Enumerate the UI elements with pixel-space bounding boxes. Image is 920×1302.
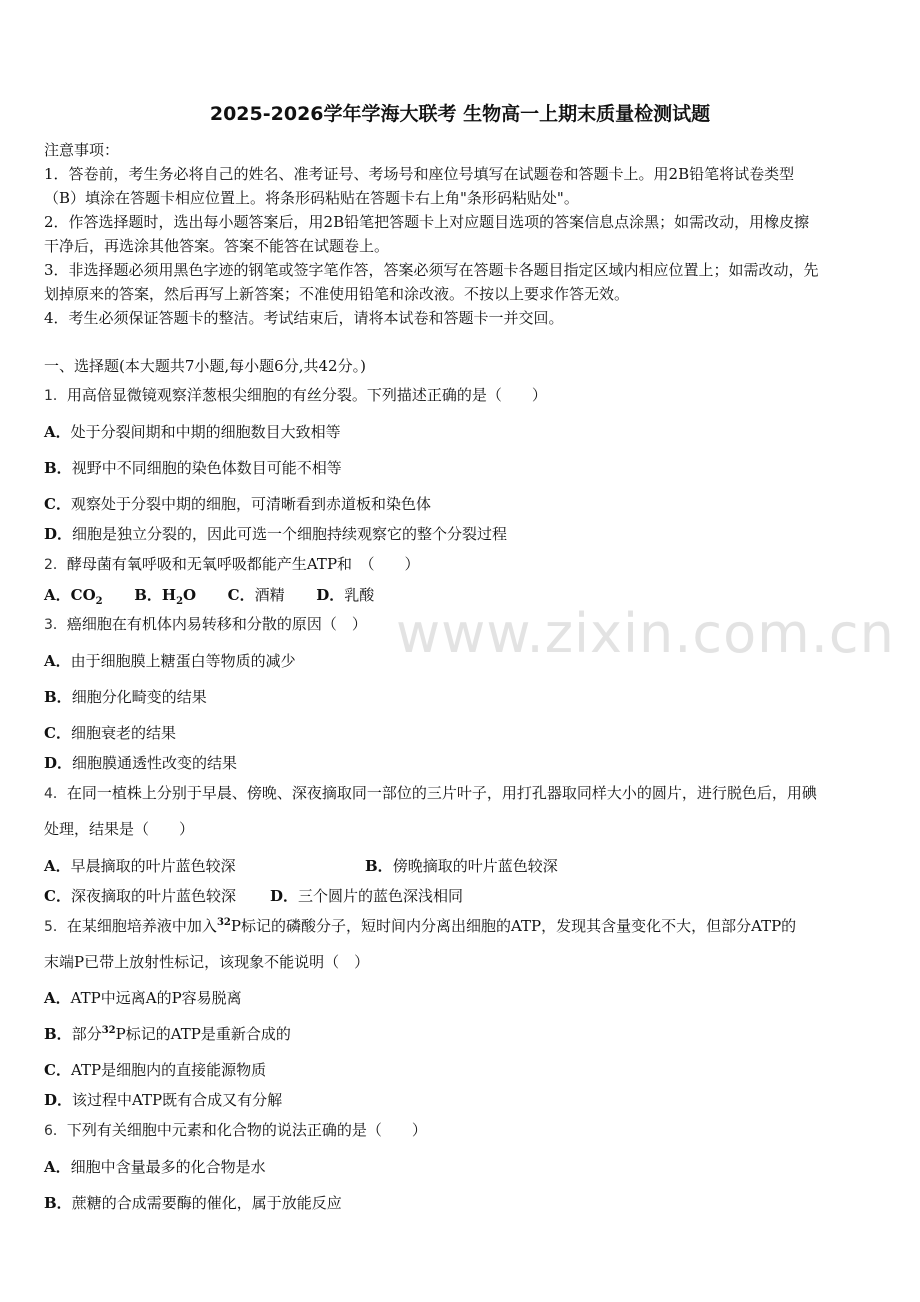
question-3 [44, 614, 367, 635]
option-c [44, 886, 236, 906]
notice-line: 4．考生必须保证答题卡的整洁。考试结束后，请将本试卷和答题卡一并交回。 [44, 309, 564, 327]
options-row [44, 585, 374, 605]
option-text: 该过程中ATP既有合成又有分解 [72, 1091, 283, 1109]
notice-heading: 注意事项： [44, 141, 120, 159]
question-number: 6． [44, 1123, 67, 1139]
notice-line: 2．作答选择题时，选出每小题答案后，用2B铅笔把答题卡上对应题目选项的答案信息点涂黑；如需改动，用橡皮擦 [44, 213, 810, 231]
option-c [44, 494, 431, 514]
option-text: 细胞是独立分裂的，因此可选一个细胞持续观察它的整个分裂过程 [72, 525, 508, 543]
option-text: 酒精 [254, 586, 285, 604]
option-b [44, 1193, 342, 1213]
question-stem: 癌细胞在有机体内易转移和分散的原因（ ） [66, 615, 367, 633]
option-letter: A． [44, 989, 71, 1007]
question-number: 4． [44, 786, 67, 802]
option-letter: B． [44, 1194, 72, 1212]
option-text: P标记的ATP是重新合成的 [115, 1025, 291, 1043]
option-letter: B． [44, 688, 72, 706]
option-letter: A． [44, 1158, 71, 1176]
option-d [44, 524, 507, 544]
option-text: 三个圆片的蓝色深浅相同 [298, 887, 464, 905]
option-subscript: 2 [176, 596, 184, 607]
option-letter: D． [270, 887, 299, 905]
option-subscript: 2 [95, 596, 103, 607]
option-letter: B． [134, 586, 162, 604]
page-title: 2025-2026学年学海大联考 生物高一上期末质量检测试题 [209, 103, 711, 125]
question-stem: 下列有关细胞中元素和化合物的说法正确的是（ ） [66, 1121, 427, 1139]
question-1 [44, 385, 547, 406]
option-text: ATP是细胞内的直接能源物质 [70, 1061, 267, 1079]
option-text: 部分 [71, 1025, 102, 1043]
option-letter: A． [44, 652, 71, 670]
option-d [44, 753, 237, 773]
question-stem-cont: 末端P已带上放射性标记，该现象不能说明（ ） [44, 953, 370, 971]
question-stem: 酵母菌有氧呼吸和无氧呼吸都能产生ATP和 （ ） [66, 555, 420, 573]
superscript: 32 [101, 1025, 116, 1036]
question-stem: 用高倍显微镜观察洋葱根尖细胞的有丝分裂。下列描述正确的是（ ） [66, 386, 547, 404]
option-c [44, 1060, 266, 1080]
question-2 [44, 554, 420, 575]
option-text: 傍晚摘取的叶片蓝色较深 [392, 857, 558, 875]
question-4 [44, 783, 817, 804]
option-letter: A． [44, 857, 71, 875]
option-b [44, 458, 342, 478]
option-letter: B． [44, 1025, 72, 1043]
option-d [270, 886, 463, 906]
notice-line: 1．答卷前，考生务必将自己的姓名、准考证号、考场号和座位号填写在试题卷和答题卡上。用2B铅笔将试卷类型 [44, 165, 795, 183]
question-stem: 在某细胞培养液中加入 [66, 917, 217, 935]
option-b [44, 687, 207, 707]
option-b [365, 856, 558, 876]
question-number: 3． [44, 617, 67, 633]
option-letter: A． [44, 586, 71, 604]
option-text: 由于细胞膜上糖蛋白等物质的减少 [70, 652, 296, 670]
option-a [44, 1157, 266, 1177]
question-stem-cont: 处理，结果是（ ） [44, 820, 195, 838]
option-text: 细胞中含量最多的化合物是水 [70, 1158, 266, 1176]
option-text: 蔗糖的合成需要酶的催化，属于放能反应 [71, 1194, 342, 1212]
option-text: ATP中远离A的P容易脱离 [70, 989, 242, 1007]
question-stem: P标记的磷酸分子，短时间内分离出细胞的ATP，发现其含量变化不大，但部分ATP的 [230, 917, 797, 935]
option-letter: A． [44, 423, 71, 441]
watermark: www.zixin.com.cn [396, 602, 895, 665]
option-letter: C． [44, 495, 71, 513]
notice-line: 干净后，再选涂其他答案。答案不能答在试题卷上。 [44, 237, 390, 255]
question-stem: 在同一植株上分别于早晨、傍晚、深夜摘取同一部位的三片叶子，用打孔器取同样大小的圆片，进行脱色后，用碘 [66, 784, 817, 802]
option-text: H [161, 586, 177, 604]
option-b [44, 1024, 291, 1044]
option-letter: D． [44, 754, 73, 772]
option-text: 视野中不同细胞的染色体数目可能不相等 [71, 459, 342, 477]
option-a [44, 988, 242, 1008]
question-number: 1． [44, 388, 67, 404]
option-d [44, 1090, 282, 1110]
question-6 [44, 1120, 427, 1141]
option-c [44, 723, 176, 743]
option-letter: B． [44, 459, 72, 477]
option-a [44, 856, 236, 876]
question-number: 2． [44, 557, 67, 573]
question-5 [44, 916, 796, 937]
option-text: 早晨摘取的叶片蓝色较深 [70, 857, 236, 875]
option-text: CO [70, 586, 96, 604]
option-letter: D． [316, 586, 345, 604]
question-number: 5． [44, 919, 67, 935]
option-letter: B． [365, 857, 393, 875]
option-letter: D． [44, 525, 73, 543]
section-heading: 一、选择题(本大题共7小题,每小题6分,共42分。) [44, 357, 366, 375]
option-text: 细胞分化畸变的结果 [71, 688, 207, 706]
option-letter: C． [227, 586, 255, 604]
option-text: 观察处于分裂中期的细胞，可清晰看到赤道板和染色体 [70, 495, 431, 513]
option-letter: C． [44, 1061, 71, 1079]
notice-line: 划掉原来的答案，然后再写上新答案；不准使用铅笔和涂改液。不按以上要求作答无效。 [44, 285, 630, 303]
option-a [44, 422, 341, 442]
notice-line: （B）填涂在答题卡相应位置上。将条形码粘贴在答题卡右上角"条形码粘贴处"。 [44, 189, 579, 207]
option-text: 处于分裂间期和中期的细胞数目大致相等 [70, 423, 341, 441]
option-text: 乳酸 [344, 586, 375, 604]
superscript: 32 [216, 917, 231, 928]
option-a [44, 651, 296, 671]
option-letter: C． [44, 887, 71, 905]
option-letter: C． [44, 724, 71, 742]
option-text: 细胞衰老的结果 [70, 724, 176, 742]
option-letter: D． [44, 1091, 73, 1109]
option-text: O [183, 586, 197, 604]
notice-line: 3．非选择题必须用黑色字迹的钢笔或签字笔作答，答案必须写在答题卡各题目指定区域内相应位置上；如需改动，先 [44, 261, 819, 279]
option-text: 细胞膜通透性改变的结果 [72, 754, 238, 772]
option-text: 深夜摘取的叶片蓝色较深 [70, 887, 236, 905]
